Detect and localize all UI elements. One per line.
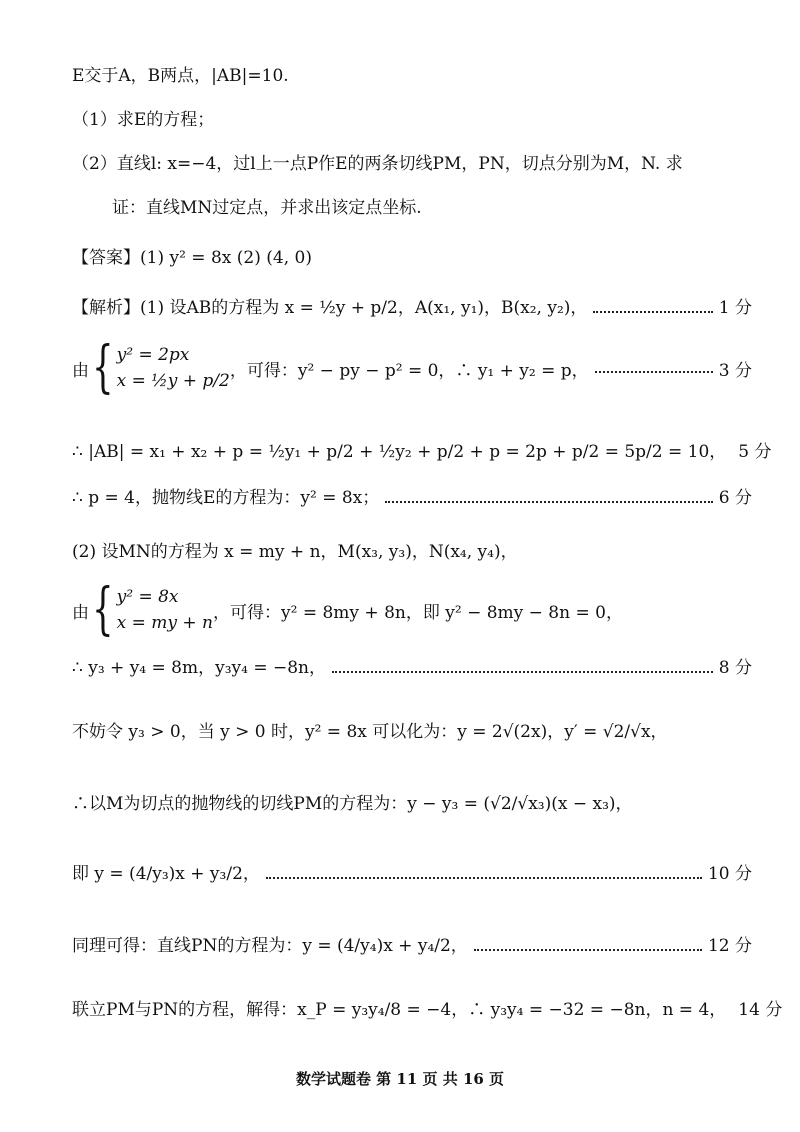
problem-condition-line xyxy=(72,64,752,88)
solve-text: 联立PM与PN的方程，解得：x_P = y₃y₄/8 = −4，∴ y₃y₄ = −32 = −8n，n = 4， xyxy=(72,1000,727,1020)
p-value-text: ∴ p = 4，抛物线E的方程为：y² = 8x； xyxy=(72,488,380,508)
system-rows xyxy=(117,584,213,636)
question-1-line xyxy=(72,108,752,132)
brace-icon: { xyxy=(92,577,114,642)
question-1-text: （1）求E的方程； xyxy=(72,110,215,130)
system-row: x = my + n xyxy=(116,613,214,633)
system-result: ，可得：y² = 8my + 8n，即 y² − 8my − 8n = 0， xyxy=(213,602,623,623)
assume-text: 不妨令 y₃ > 0，当 y > 0 时，y² = 8x 可以化为：y = 2√(2x)，y′ = √2/√x， xyxy=(72,722,668,742)
score-label: 14 分 xyxy=(738,1000,783,1020)
score-label: 3 分 xyxy=(718,360,752,381)
problem-condition-text: E交于A，B两点，|AB|=10. xyxy=(72,66,289,86)
score-label: 1 分 xyxy=(718,298,752,318)
dot-leader xyxy=(385,501,713,503)
question-2-continued-text: 证：直线MN过定点，并求出该定点坐标. xyxy=(112,198,422,218)
question-2-line xyxy=(72,152,752,176)
analysis-1-text: 【解析】(1) 设AB的方程为 x = ½y + p/2，A(x₁, y₁)，B(x₂, y₂)， xyxy=(72,298,588,318)
p-value-line xyxy=(72,486,752,510)
analysis-1-line xyxy=(72,296,752,320)
dot-leader xyxy=(595,371,713,373)
ab-length-line xyxy=(72,440,772,464)
page-footer: 数学试题卷 第 11 页 共 16 页 xyxy=(295,1070,505,1088)
equation-system-2 xyxy=(72,577,623,642)
pn-equation-line xyxy=(72,934,752,958)
system-row: y² = 2px xyxy=(116,345,190,365)
equation-system-1 xyxy=(72,335,752,400)
dot-leader xyxy=(593,311,712,313)
system-result: ，可得：y² − py − p² = 0，∴ y₁ + y₂ = p， xyxy=(229,360,589,381)
system-prefix: 由 xyxy=(72,360,89,381)
system-prefix: 由 xyxy=(72,602,89,623)
score-label: 10 分 xyxy=(707,864,752,884)
score-label: 12 分 xyxy=(707,936,752,956)
question-2-text: （2）直线l: x=−4，过l上一点P作E的两条切线PM，PN，切点分别为M，N. 求 xyxy=(72,154,683,174)
vieta-line xyxy=(72,656,752,680)
answer-text: 【答案】(1) y² = 8x (2) (4, 0) xyxy=(72,248,312,268)
dot-leader xyxy=(474,949,702,951)
dot-leader xyxy=(332,671,713,673)
mn-equation-text: (2) 设MN的方程为 x = my + n，M(x₃, y₃)，N(x₄, y₄)， xyxy=(72,542,518,562)
pm-equation-text: 即 y = (4/y₃)x + y₃/2， xyxy=(72,864,260,884)
score-label: 8 分 xyxy=(718,658,752,678)
pn-equation-text: 同理可得：直线PN的方程为：y = (4/y₄)x + y₄/2， xyxy=(72,936,468,956)
tangent-line xyxy=(72,792,752,816)
brace-icon: { xyxy=(92,335,114,400)
vieta-text: ∴ y₃ + y₄ = 8m，y₃y₄ = −8n， xyxy=(72,658,326,678)
system-row: y² = 8x xyxy=(116,587,179,607)
question-2-continued-line xyxy=(112,196,752,220)
system-row: x = ½y + p/2 xyxy=(116,371,230,391)
ab-length-text: ∴ |AB| = x₁ + x₂ + p = ½y₁ + p/2 + ½y₂ + p/2 + p = 2p + p/2 = 5p/2 = 10， xyxy=(72,442,727,462)
answer-line xyxy=(72,246,752,270)
dot-leader xyxy=(266,877,702,879)
assume-line xyxy=(72,720,752,744)
score-label: 6 分 xyxy=(718,488,752,508)
pm-equation-line xyxy=(72,862,752,886)
solve-line xyxy=(72,998,783,1022)
score-label: 5 分 xyxy=(738,442,772,462)
mn-equation-line xyxy=(72,540,752,564)
tangent-text: ∴以M为切点的抛物线的切线PM的方程为：y − y₃ = (√2/√x₃)(x − x₃)， xyxy=(72,794,633,814)
system-rows xyxy=(117,342,230,394)
